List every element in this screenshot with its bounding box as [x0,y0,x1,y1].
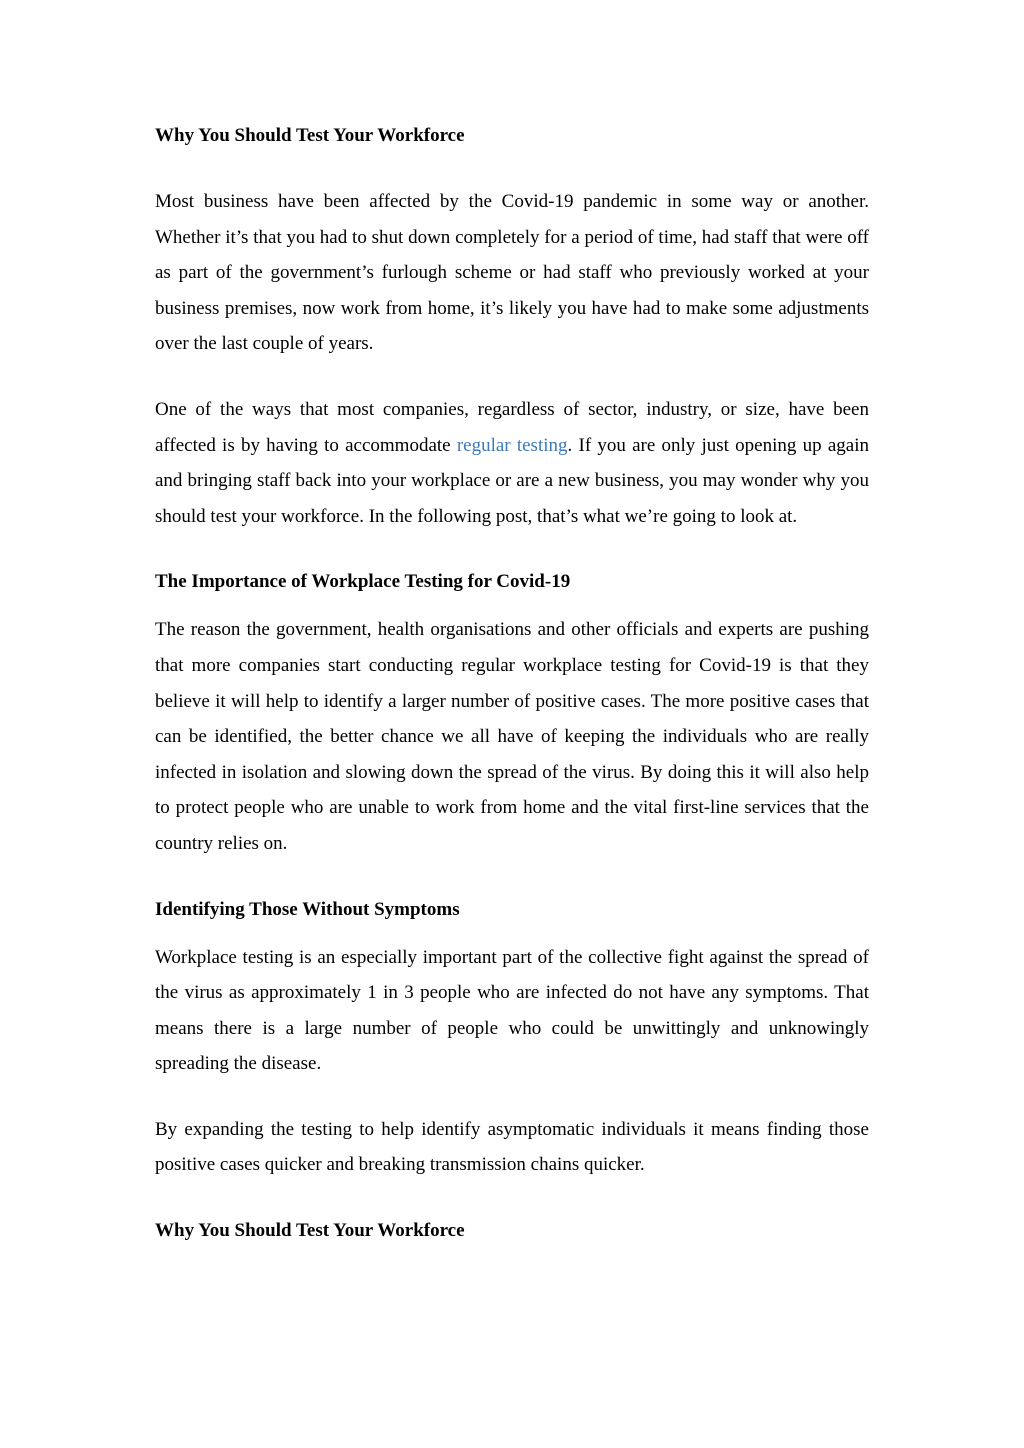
document-page [155,118,869,1249]
paragraph-importance: The reason the government, health organisations and other officials and experts are pushing that more companies start conducting regular workplace testing for Covid-19 is that they believe it will help to identify a larger number of positive cases. The more positive cases that can be identified, the better chance we all have of keeping the individuals who are really infected in isolation and slowing down the spread of the virus. By doing this it will also help to protect people who are unable to work from home and the vital first-line services that the country relies on. [155,619,869,854]
section-heading-why-test: Why You Should Test Your Workforce [155,125,465,146]
regular-testing-link[interactable]: regular testing [456,434,568,456]
section-heading-importance: The Importance of Workplace Testing for Covid-19 [155,571,571,593]
paragraph-text-before-link: One of the ways that most companies, regardless of sector, industry, or size, have been affected is by having to accommodate [155,398,869,456]
paragraph-text-after-link: . If you are only just opening up again and bringing staff back into your workplace or are a new business, you may wonder why you should test your workforce. In the following post, that’s what we’re going to look at. [155,434,869,527]
paragraph-asymptomatic: By expanding the testing to help identify asymptomatic individuals it means finding those positive cases quicker and breaking transmission chains quicker. [155,1118,869,1176]
paragraph-regular-testing [155,392,869,534]
section-heading-without-symptoms: Identifying Those Without Symptoms [155,898,460,920]
paragraph-workplace-testing: Workplace testing is an especially important part of the collective fight against the spread of the virus as approximately 1 in 3 people who are infected do not have any symptoms. That means there is a large number of people who could be unwittingly and unknowingly spreading the disease. [155,946,869,1075]
section-heading-why-test-repeat: Why You Should Test Your Workforce [155,1220,465,1242]
paragraph-intro: Most business have been affected by the Covid-19 pandemic in some way or another. Whether it’s that you had to shut down completely for a period of time, had staff that were off as part of the government’s furlough scheme or had staff who previously worked at your business premises, now work from home, it’s likely you have had to make some adjustments over the last couple of years. [155,191,869,355]
